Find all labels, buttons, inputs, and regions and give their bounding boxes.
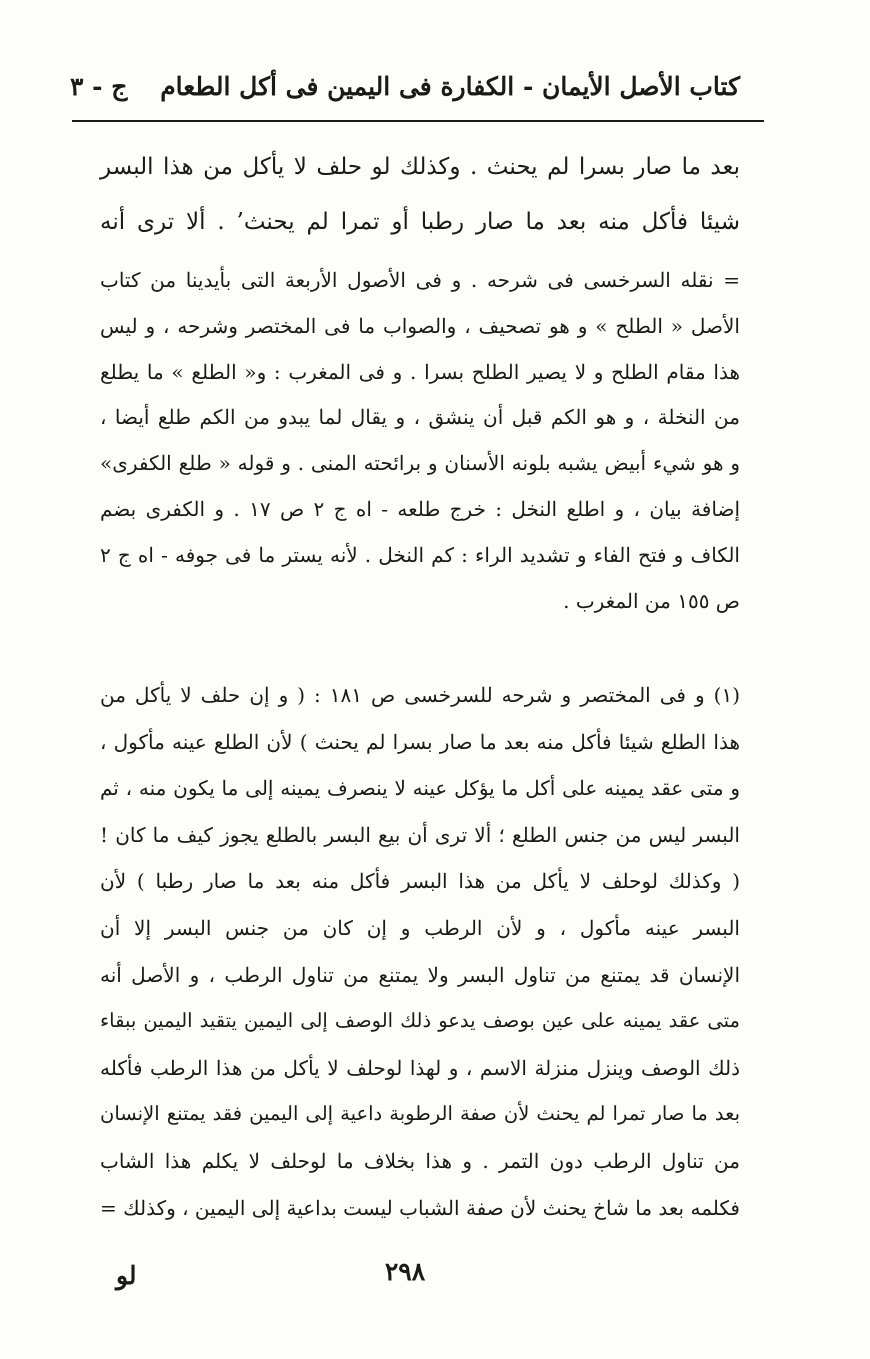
header-title: كتاب الأصل الأيمان - الكفارة فى اليمين فى أكل الطعام [160,71,740,101]
catchword: لو [116,1261,137,1290]
note-line: الأصل « الطلح » و هو تصحيف ، والصواب ما فى المختصر وشرحه ، و ليس [100,313,740,338]
footnote-line: متى عقد يمينه على عين بوصف يدعو ذلك الوصف إلى اليمين يتقيد اليمين ببقاء [100,1009,740,1033]
main-text [100,140,740,250]
footnote-line: البسر عينه مأكول ، و لأن الرطب و إن كان من جنس البسر إلا أن [100,915,740,940]
main-text-line: شيئا فأكل منه بعد ما صار رطبا أو تمرا لم يحنث’ . ألا ترى أنه [100,209,740,235]
header-volume: ج - ٣ [70,71,128,101]
note-line: هذا مقام الطلح و لا يصير الطلح بسرا . و فى المغرب : و« الطلع » ما يطلع [100,359,740,384]
footnote-line: بعد ما صار تمرا لم يحنث لأن صفة الرطوبة داعية إلى اليمين فقد يمتنع الإنسان [100,1102,740,1126]
footnote-line: الإنسان قد يمتنع من تناول البسر ولا يمتنع من تناول الرطب ، و الأصل أنه [100,962,740,987]
note-line: إضافة بيان ، و اطلع النخل : خرج طلعه - اه ج ٢ ص ١٧ . و الكفرى بضم [100,496,741,521]
footnote [100,672,740,1231]
note-line: و هو شيء أبيض يشبه بلونه الأسنان و برائحته المنى . و قوله « طلع الكفرى» [100,451,740,476]
footnote-line: و متى عقد يمينه على أكل ما يؤكل عينه لا ينصرف يمينه إلى ما يكون منه ، ثم [100,776,740,801]
page-number: ٢٩٨ [384,1257,426,1286]
note-line: الكاف و فتح الفاء و تشديد الراء : كم النخل . لأنه يستر ما فى جوفه - اه ج ٢ [100,542,740,567]
footnote-line: ( وكذلك لوحلف لا يأكل من هذا البسر فأكل منه بعد ما صار رطبا ) لأن [100,869,740,894]
footnote-line: من تناول الرطب دون التمر . و هذا بخلاف ما لوحلف لا يكلم هذا الشاب [100,1148,740,1173]
footnote-line: هذا الطلع شيئا فأكل منه بعد ما صار بسرا لم يحنث ) لأن الطلع عينه مأكول ، [100,729,740,754]
note-line: ص ١٥٥ من المغرب . [563,588,740,613]
page-footer [70,1257,740,1297]
note-line: = نقله السرخسى فى شرحه . و فى الأصول الأربعة التى بأيدينا من كتاب [100,268,740,292]
running-header [70,62,740,110]
header-rule [72,120,764,122]
footnote-line: البسر ليس من جنس الطلع ؛ ألا ترى أن بيع البسر بالطلع يجوز كيف ما كان ! [100,822,740,847]
continued-note [100,258,740,624]
footnote-line: (١) و فى المختصر و شرحه للسرخسى ص ١٨١ : ( و إن حلف لا يأكل من [100,683,740,707]
main-text-line: بعد ما صار بسرا لم يحنث . وكذلك لو حلف لا يأكل من هذا البسر [100,154,740,180]
footnote-line: فكلمه بعد ما شاخ يحنث لأن صفة الشباب ليست بداعية إلى اليمين ، وكذلك = [100,1195,740,1220]
footnote-line: ذلك الوصف وينزل منزلة الاسم ، و لهذا لوحلف لا يأكل من هذا الرطب فأكله [100,1055,740,1080]
note-line: من النخلة ، و هو الكم قبل أن ينشق ، و يقال لما يبدو من الكم طلع أيضا ، [100,405,740,430]
